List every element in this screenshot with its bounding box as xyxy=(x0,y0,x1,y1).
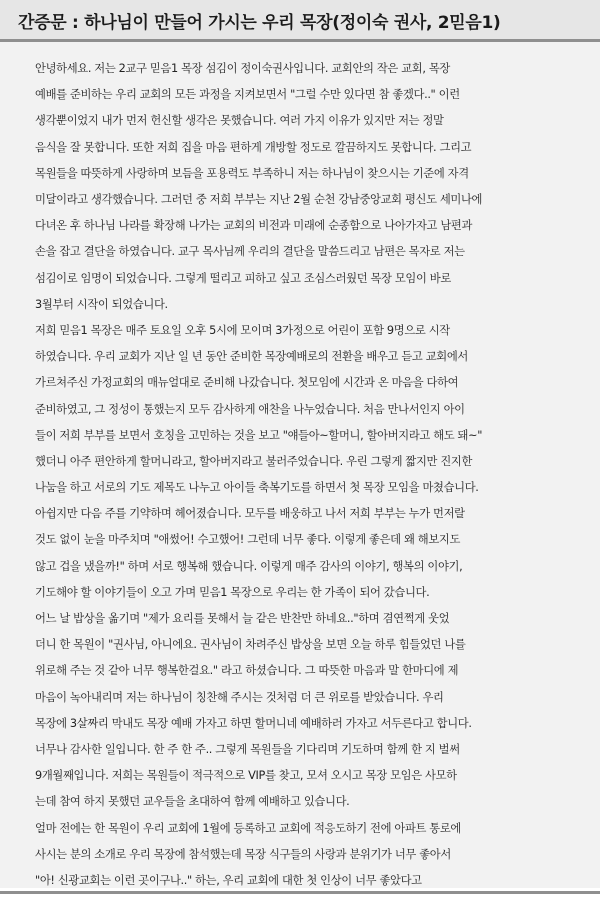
text-line: 아쉽지만 다음 주를 기약하며 헤어졌습니다. 모두를 배웅하고 나서 저희 부부는 누가 먼저랄 xyxy=(35,507,465,521)
text-line: 것도 없이 눈을 마주치며 "애썼어! 수고했어! 그런데 너무 좋다. 이렇게 좋은데 왜 해보지도 xyxy=(35,533,461,547)
bottom-border xyxy=(0,888,600,900)
text-line: 음식을 잘 못합니다. 또한 저희 집을 마음 편하게 개방할 정도로 깔끔하지도 못합니다. 그리고 xyxy=(35,140,472,154)
text-line: 위로해 주는 것 같아 너무 행복한걸요." 라고 하셨습니다. 그 따뜻한 마음과 말 한마디에 제 xyxy=(35,664,459,678)
text-line: 하였습니다. 우리 교회가 지난 일 년 동안 준비한 목장예배로의 전환을 배우고 듣고 교회에서 xyxy=(35,350,468,364)
text-line: "아! 신광교회는 이런 곳이구나.." 하는, 우리 교회에 대한 첫 인상이 너무 좋았다고 xyxy=(35,874,422,887)
text-line: 3월부터 시작이 되었습니다. xyxy=(35,297,168,311)
text-line: 들이 저희 부부를 보면서 호칭을 고민하는 것을 보고 "얘들아~할머니, 할아버지라고 해도 돼~" xyxy=(35,428,483,442)
text-line: 너무나 감사한 일입니다. 한 주 한 주.. 그렇게 목원들을 기다리며 기도하며 함께 한 지 벌써 xyxy=(35,743,460,757)
text-line: 준비하였고, 그 정성이 통했는지 모두 감사하게 애찬을 나누었습니다. 처음 만나서인지 아이 xyxy=(35,402,465,416)
bottom-rule xyxy=(0,891,600,894)
text-line: 예배를 준비하는 우리 교회의 모든 과정을 지켜보면서 "그럴 수만 있다면 참 좋겠다.." 이런 xyxy=(35,88,460,102)
text-line: 더니 한 목원이 "권사님, 아니에요. 권사님이 차려주신 밥상을 보면 오늘 하루 힘들었던 나를 xyxy=(35,638,466,652)
text-line: 사시는 분의 소개로 우리 목장에 참석했는데 목장 식구들의 사랑과 분위기가 너무 좋아서 xyxy=(35,847,451,861)
text-line: 가르쳐주신 가정교회의 매뉴얼대로 준비해 나갔습니다. 첫모임에 시간과 온 마음을 다하여 xyxy=(35,376,459,390)
article-body xyxy=(0,42,600,888)
text-line: 안녕하세요. 저는 2교구 믿음1 목장 섬김이 정이숙권사입니다. 교회안의 작은 교회, 목장 xyxy=(35,62,450,75)
text-line: 목원들을 따뜻하게 사랑하며 보듬을 포용력도 부족하니 저는 하나님이 찾으시는 기준에 자격 xyxy=(35,166,469,180)
text-line: 저희 믿음1 목장은 매주 토요일 오후 5시에 모이며 3가정으로 어린이 포함 9명으로 시작 xyxy=(35,323,450,337)
text-line: 는데 참여 하지 못했던 교우들을 초대하여 함께 예배하고 있습니다. xyxy=(35,795,350,809)
text-line: 미달이라고 생각했습니다. 그러던 중 저희 부부는 지난 2월 순천 강남중앙교회 평신도 세미나에 xyxy=(35,192,483,206)
text-line: 손을 잡고 결단을 하였습니다. 교구 목사님께 우리의 결단을 말씀드리고 남편은 목자로 저는 xyxy=(35,245,465,259)
text-line: 어느 날 밥상을 옮기며 "제가 요리를 못해서 늘 같은 반찬만 하네요.."하며 겸연쩍게 웃었 xyxy=(35,612,450,626)
text-line: 생각뿐이었지 내가 먼저 헌신할 생각은 못했습니다. 여러 가지 이유가 있지만 저는 정말 xyxy=(35,114,444,128)
text-line: 얼마 전에는 한 목원이 우리 교회에 1월에 등록하고 교회에 적응도하기 전에 아파트 통로에 xyxy=(35,821,461,835)
text-line: 다녀온 후 하나님 나라를 확장해 나가는 교회의 비전과 미래에 순종함으로 나아가자고 남편과 xyxy=(35,219,473,233)
text-line: 나눔을 하고 서로의 기도 제목도 나누고 아이들 축복기도를 하면서 첫 목장 모임을 마쳤습니다. xyxy=(35,481,479,495)
text-line: 마음이 녹아내리며 저는 하나님이 칭찬해 주시는 것처럼 더 큰 위로를 받았습니다. 우리 xyxy=(35,690,444,704)
text-line: 9개월째입니다. 저희는 목원들이 적극적으로 VIP를 찾고, 모셔 오시고 목장 모임은 사모하 xyxy=(35,769,457,783)
text-line: 섬김이로 임명이 되었습니다. 그렇게 떨리고 피하고 싶고 조심스러웠던 목장 모임이 바로 xyxy=(35,271,451,285)
text-line: 않고 겁을 냈을까!" 하며 서로 행복해 했습니다. 이렇게 매주 감사의 이야기, 행복의 이야기, xyxy=(35,559,463,573)
page-title: 간증문 : 하나님이 만들어 가시는 우리 목장(정이숙 권사, 2믿음1) xyxy=(18,13,501,33)
text-line: 목장에 3살짜리 막내도 목장 예배 가자고 하면 할머니네 예배하러 가자고 서두른다고 합니다. xyxy=(35,716,472,730)
title-bar xyxy=(0,0,600,42)
text-line: 기도해야 할 이야기들이 오고 가며 믿음1 목장으로 우리는 한 가족이 되어 갔습니다. xyxy=(35,585,430,599)
text-line: 했더니 아주 편안하게 할머니라고, 할아버지라고 불러주었습니다. 우린 그렇게 짧지만 진지한 xyxy=(35,454,473,468)
